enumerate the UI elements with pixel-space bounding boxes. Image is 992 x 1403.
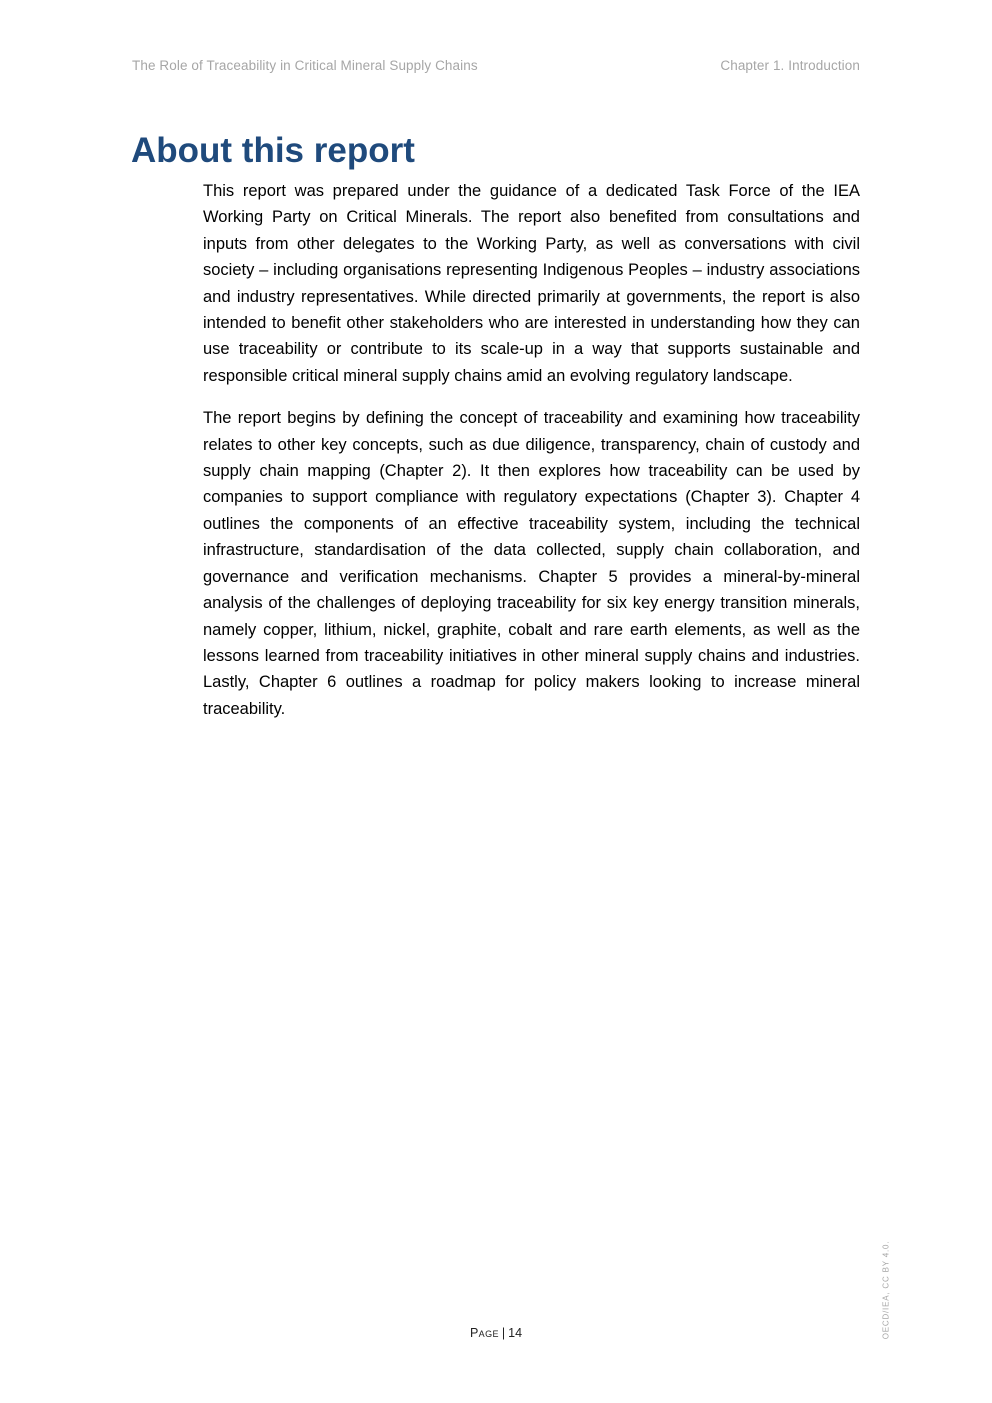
copyright-notice: OECD/IEA, CC BY 4.0. [881, 1240, 891, 1340]
paragraph-2: The report begins by defining the concept of traceability and examining how traceability relates to other key concepts, such as due diligence, transparency, chain of custody and supply chain mapping (Chapter 2). It then explores how traceability can be used by companies to support compliance with regulatory expectations (Chapter 3). Chapter 4 outlines the components of an effective traceability system, including the technical infrastructure, standardisation of the data collected, supply chain collaboration, and governance and verification mechanisms. Chapter 5 provides a mineral-by-mineral analysis of the challenges of deploying traceability for six key energy transition minerals, namely copper, lithium, nickel, graphite, cobalt and rare earth elements, as well as the lessons learned from traceability initiatives in other mineral supply chains and industries. Lastly, Chapter 6 outlines a roadmap for policy makers looking to increase mineral traceability. [203, 409, 860, 718]
page-number: 14 [508, 1326, 523, 1340]
paragraph-1: This report was prepared under the guidance of a dedicated Task Force of the IEA Working Party on Critical Minerals. The report also benefited from consultations and inputs from other delegates to the Working Party, as well as conversations with civil society – including organisations representing Indigenous Peoples – industry associations and industry representatives. While directed primarily at governments, the report is also intended to benefit other stakeholders who are interested in understanding how they can use traceability or contribute to its scale-up in a way that supports sustainable and responsible critical mineral supply chains amid an evolving regulatory landscape. [203, 182, 860, 385]
section-title: About this report [131, 131, 415, 170]
page-separator: | [501, 1326, 506, 1340]
running-header-chapter: Chapter 1. Introduction [720, 58, 860, 73]
page-label: Page [469, 1326, 499, 1340]
page-footer [0, 1326, 992, 1340]
running-header-title: The Role of Traceability in Critical Mineral Supply Chains [132, 58, 478, 73]
body-text [203, 178, 860, 738]
